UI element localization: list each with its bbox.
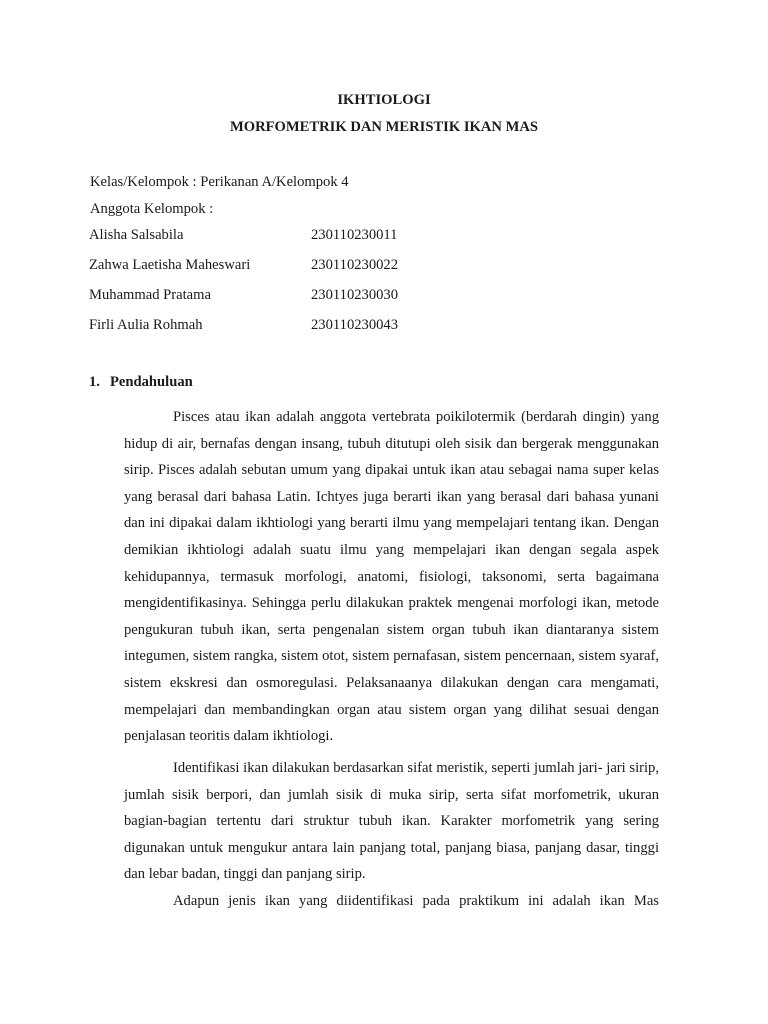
member-nim: 230110230011 bbox=[311, 227, 398, 243]
anggota-label: Anggota Kelompok : bbox=[90, 201, 214, 217]
member-name: Alisha Salsabila bbox=[89, 227, 184, 243]
member-row bbox=[89, 287, 489, 317]
member-list bbox=[89, 227, 489, 347]
member-name: Firli Aulia Rohmah bbox=[89, 317, 203, 333]
member-name: Muhammad Pratama bbox=[89, 287, 211, 303]
paragraph-3 bbox=[124, 888, 659, 915]
paragraph-text: Adapun jenis ikan yang diidentifikasi pada praktikum ini adalah ikan Mas bbox=[173, 893, 659, 909]
section-heading bbox=[89, 374, 193, 391]
member-row bbox=[89, 227, 489, 257]
member-nim: 230110230022 bbox=[311, 257, 399, 273]
document-subtitle: MORFOMETRIK DAN MERISTIK IKAN MAS bbox=[229, 119, 539, 135]
paragraph-text: Pisces atau ikan adalah anggota vertebrata poikilotermik (berdarah dingin) yang hidup di air, bernafas dengan insang, tubuh ditutupi oleh sisik dan bergerak menggunakan sirip. Pisces adalah sebutan umum yang dipakai untuk ikan atau sebagai nama super kelas yang berasal dari bahasa Latin. Ichtyes juga berarti ikan yang berasal dari bahasa yunani dan ini dipakai dalam ikhtiologi yang berarti ilmu yang mempelajari tentang ikan. Dengan demikian ikhtiologi adalah suatu ilmu yang mempelajari ikan dengan segala aspek kehidupannya, termasuk morfologi, anatomi, fisiologi, taksonomi, serta bagaimana mengidentifikasinya. Sehingga perlu dilakukan praktek mengenai morfologi ikan, metode pengukuran tubuh ikan, serta pengenalan sistem organ tubuh ikan diantaranya sistem integumen, sistem rangka, sistem otot, sistem pernafasan, sistem pencernaan, sistem syaraf, sistem ekskresi dan osmoregulasi. Pelaksanaanya dilakukan dengan cara mengamati, mempelajari dan membandingkan organ atau sistem organ yang dilihat sesuai dengan penjalasan teoritis dalam ikhtiologi. bbox=[124, 409, 659, 745]
paragraph-2 bbox=[124, 755, 659, 888]
member-row bbox=[89, 257, 489, 287]
kelas-line: Kelas/Kelompok : Perikanan A/Kelompok 4 bbox=[90, 174, 349, 190]
paragraph-1 bbox=[124, 404, 659, 750]
member-nim: 230110230043 bbox=[311, 317, 399, 333]
section-title: Pendahuluan bbox=[110, 374, 193, 390]
paragraph-text: Identifikasi ikan dilakukan berdasarkan sifat meristik, seperti jumlah jari- jari sirip, jumlah sisik berpori, dan jumlah sisik di muka sirip, serta sifat morfometrik, ukuran bagian-bagian tertentu dari struktur tubuh ikan. Karakter morfometrik yang sering digunakan untuk mengukur antara lain panjang total, panjang biasa, panjang dasar, tinggi dan lebar badan, tinggi dan panjang sirip. bbox=[124, 760, 659, 883]
member-name: Zahwa Laetisha Maheswari bbox=[89, 257, 251, 273]
section-number: 1. bbox=[89, 374, 100, 390]
document-title: IKHTIOLOGI bbox=[337, 92, 431, 108]
member-row bbox=[89, 317, 489, 347]
member-nim: 230110230030 bbox=[311, 287, 399, 303]
